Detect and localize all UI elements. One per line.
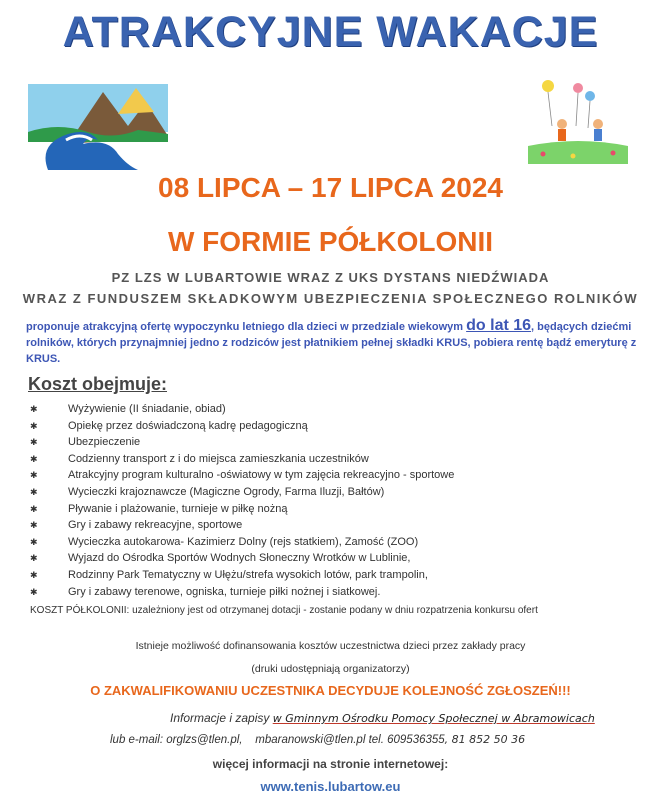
list-item: ✱ Rodzinny Park Tematyczny w Ułężu/strefa wysokich lotów, park trampolin, [30, 567, 590, 584]
bullet-icon: ✱ [30, 536, 38, 547]
offer-text-part2: , będących dziećmi rolników, których przynajmniej jedno z rodziców jest płatnikiem pełnej składki KRUS, pobiera rentę bądź emeryturę z KRUS. [26, 321, 637, 365]
list-item: ✱ Atrakcyjny program kulturalno -oświatowy w tym zajęcia rekreacyjno - sportowe [30, 467, 590, 484]
mountains-wave-illustration [28, 74, 168, 172]
children-balloons-illustration [528, 76, 628, 166]
order-note: O ZAKWALIFIKOWANIU UCZESTNIKA DECYDUJE KOLEJNOŚĆ ZGŁOSZEŃ!!! [90, 683, 571, 698]
child-head [557, 119, 567, 129]
flower-dot [571, 154, 576, 159]
bullet-icon: ✱ [30, 520, 38, 531]
balloon-strings [548, 92, 590, 128]
bullet-icon: ✱ [30, 404, 38, 414]
bullet-icon: ✱ [30, 437, 38, 448]
bullet-icon: ✱ [30, 486, 38, 497]
event-dates: 08 LIPCA – 17 LIPCA 2024 [158, 172, 503, 203]
bullet-icon: ✱ [30, 569, 38, 580]
list-item: ✱ Wyżywienie (II śniadanie, obiad) [30, 401, 590, 418]
list-item: ✱ Ubezpieczenie [30, 434, 590, 451]
bullet-icon: ✱ [30, 420, 38, 431]
balloon-pink [573, 83, 583, 93]
cofinancing-note: Istnieje możliwość dofinansowania kosztów uczestnictwa dzieci przez zakłady pracy [135, 640, 526, 652]
list-item: ✱ Pływanie i plażowanie, turnieje w piłkę nożną [30, 501, 590, 518]
email-link-2[interactable]: mbaranowski@tlen.pl [255, 734, 366, 746]
child-head [593, 119, 603, 129]
flower-dot [541, 152, 546, 157]
contact-line [110, 733, 525, 746]
offer-description [26, 318, 646, 367]
bullet-icon: ✱ [30, 553, 38, 564]
list-item: ✱ Gry i zabawy rekreacyjne, sportowe [30, 517, 590, 534]
balloon-blue [585, 91, 595, 101]
bullet-icon: ✱ [30, 586, 38, 597]
forms-note: (druki udostępniają organizatorzy) [251, 663, 410, 675]
bullet-icon: ✱ [30, 470, 38, 481]
offer-text-part1: proponuje atrakcyjną ofertę wypoczynku letniego dla dzieci w przedziale wiekowym [26, 321, 467, 333]
email-label: lub e-mail: [110, 734, 167, 746]
list-item: ✱ Codzienny transport z i do miejsca zamieszkania uczestników [30, 451, 590, 468]
list-item: ✱ Gry i zabawy terenowe, ogniska, turnieje piłki nożnej i siatkowej. [30, 584, 590, 601]
info-label: Informacje i zapisy [170, 711, 273, 725]
phone-handwritten: , 81 852 50 36 [444, 733, 526, 746]
website-link[interactable]: www.tenis.lubartow.eu [260, 779, 401, 794]
cost-items-list [30, 401, 590, 600]
email-link-1[interactable]: orglzs@tlen.pl, [166, 734, 243, 746]
offer-age-limit: do lat 16 [466, 317, 532, 334]
phone-label: tel. 609536355 [365, 734, 445, 746]
registration-info [170, 711, 595, 725]
list-item: ✱ Wycieczka autokarowa- Kazimierz Dolny (rejs statkiem), Zamość (ZOO) [30, 534, 590, 551]
cost-note: KOSZT PÓŁKOLONII: uzależniony jest od otrzymanej dotacji - zostanie podany w dniu rozpatrzenia konkursu ofert [30, 605, 538, 616]
cost-heading: Koszt obejmuje: [28, 374, 168, 394]
balloon-yellow [542, 80, 554, 92]
more-info-label: więcej informacji na stronie internetowej: [212, 757, 449, 771]
list-item: ✱ Opiekę przez doświadczoną kadrę pedagogiczną [30, 418, 590, 435]
child-body [558, 129, 566, 141]
event-form: W FORMIE PÓŁKOLONII [167, 226, 494, 257]
organizer-line-1: PZ LZS W LUBARTOWIE WRAZ Z UKS DYSTANS NIEDŹWIADA [111, 270, 550, 285]
flower-dot [611, 151, 616, 156]
list-item: ✱ Wyjazd do Ośrodka Sportów Wodnych Słoneczny Wrotków w Lublinie, [30, 550, 590, 567]
list-item: ✱ Wycieczki krajoznawcze (Magiczne Ogrody, Farma Iluzji, Bałtów) [30, 484, 590, 501]
organizer-line-2: WRAZ Z FUNDUSZEM SKŁADKOWYM UBEZPIECZENIA SPOŁECZNEGO ROLNIKÓW [22, 291, 639, 306]
bullet-icon: ✱ [30, 503, 38, 514]
info-handwritten: w Gminnym Ośrodku Pomocy Społecznej w Abramowicach [272, 712, 595, 725]
bullet-icon: ✱ [30, 453, 38, 464]
child-body [594, 129, 602, 141]
page-title: ATRAKCYJNE WAKACJE [62, 8, 599, 56]
